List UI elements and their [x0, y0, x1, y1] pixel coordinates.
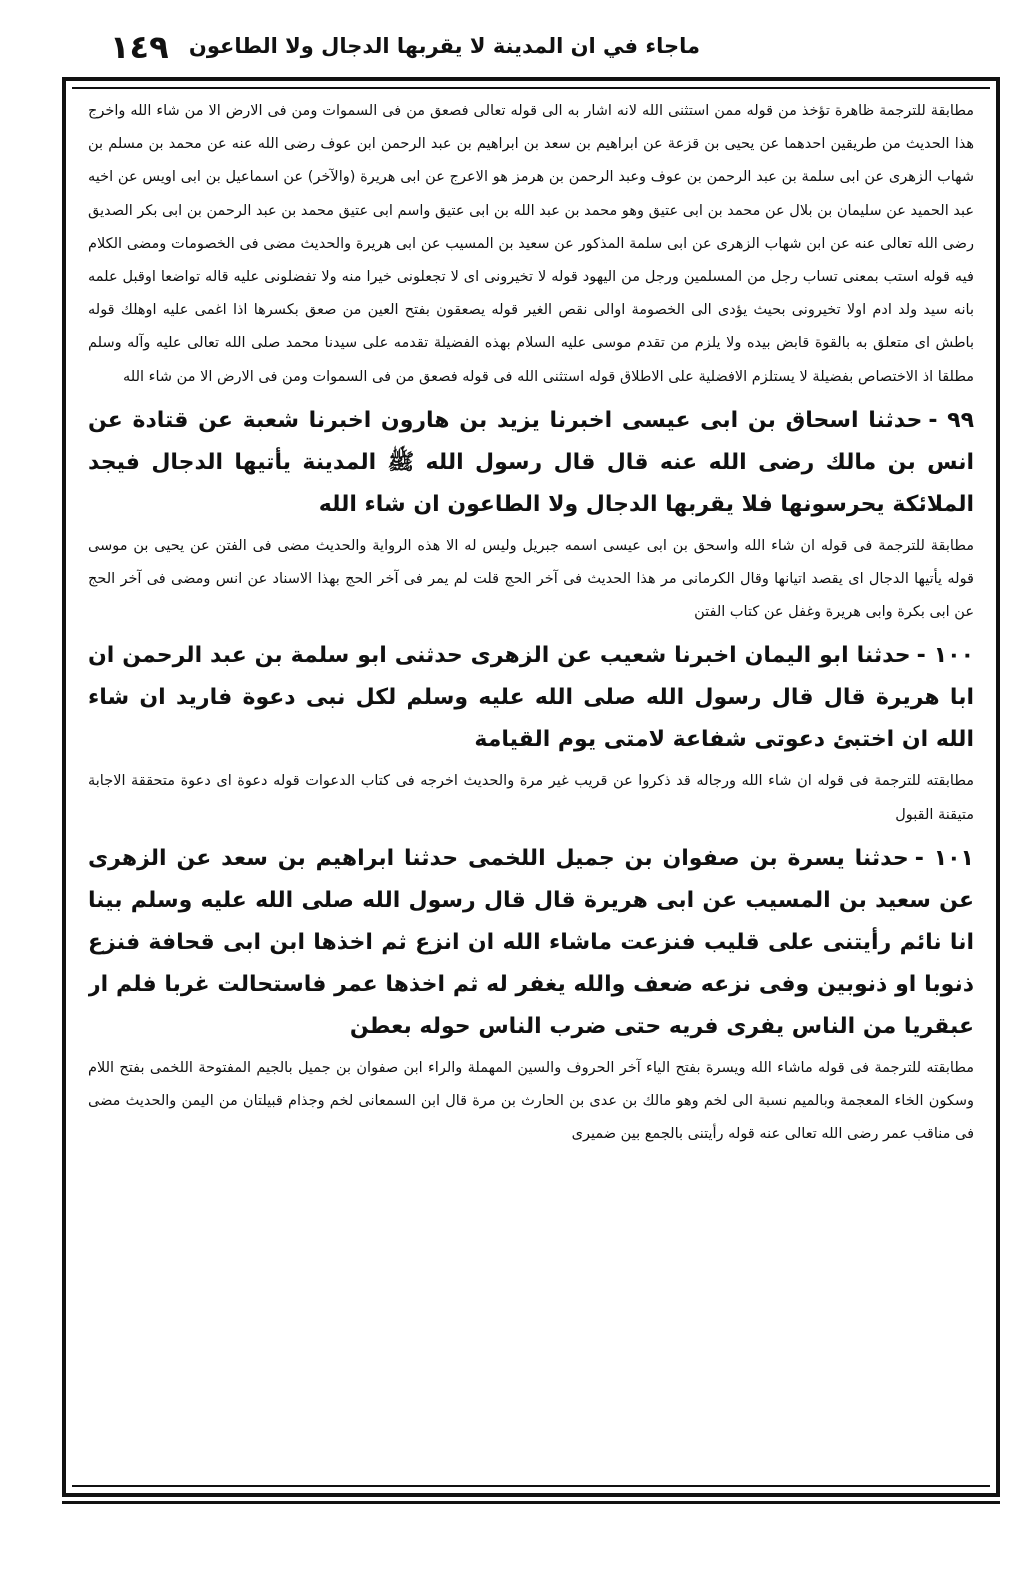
hadith-text: حدثنا يسرة بن صفوان بن جميل اللخمى حدثنا ابراهيم بن سعد عن الزهرى عن سعيد بن المسيب عن ابى هريرة قال قال رسول الله صلى الله عليه وسلم بينا انا نائم رأيتنى على قليب فنزعت ماشاء الله ان انزع ثم اخذها ابن ابى قحافة فنزع ذنوبا او ذنوبين وفى نزعه ضعف والله يغفر له ثم اخذها عمر فاستحالت غربا فلم ار عبقريا من الناس يفرى فريه حتى ضرب الناس حوله بعطن	[88, 845, 974, 1039]
hadith-text: حدثنا اسحاق بن ابى عيسى اخبرنا يزيد بن هارون اخبرنا شعبة عن قتادة عن انس بن مالك رضى الله عنه قال قال رسول الله ﷺ المدينة يأتيها الدجال فيجد الملائكة يحرسونها فلا يقربها الدجال ولا الطاعون ان شاء الله	[88, 407, 974, 517]
hadith-paragraph	[88, 400, 974, 526]
hadith-paragraph	[88, 838, 974, 1048]
page-body	[88, 95, 974, 1473]
hadith-number: ٩٩ -	[928, 407, 974, 433]
hadith-paragraph	[88, 635, 974, 761]
text-frame	[62, 77, 1000, 1497]
hadith-text: حدثنا ابو اليمان اخبرنا شعيب عن الزهرى حدثنى ابو سلمة بن عبد الرحمن ان ابا هريرة قال قال رسول الله صلى الله عليه وسلم لكل نبى دعوة فاريد ان شاء الله ان اختبئ دعوتى شفاعة لامتى يوم القيامة	[88, 643, 974, 753]
page-header	[60, 28, 700, 76]
page-number: ١٤٩	[110, 28, 169, 66]
commentary-paragraph: مطابقة للترجمة فى قوله ان شاء الله واسحق بن ابى عيسى اسمه جبريل وليس له الا هذه الرواية والحديث مضى فى الفتن عن يحيى بن موسى قوله يأتيها الدجال اى يقصد اتيانها وقال الكرمانى مر هذا الحديث فى آخر الحج قلت لم يمر فى آخر الحج بهذا الاسناد عن انس ومضى فى آخر الحج عن ابى بكرة وابى هريرة وغفل عن كتاب الفتن	[88, 537, 974, 621]
commentary-paragraph: مطابقته للترجمة فى قوله ماشاء الله ويسرة بفتح الياء آخر الحروف والسين المهملة والراء ابن صفوان بن جميل بالجيم المفتوحة اللخمى بفتح اللام وسكون الخاء المعجمة وبالميم نسبة الى لخم وهو مالك بن عدى بن الحارث بن مرة قال ابن السمعانى لخم وجذام قبيلتان من اليمن والحديث مضى فى مناقب عمر رضى الله تعالى عنه قوله رأيتنى بالجمع بين ضميرى	[88, 1059, 974, 1143]
commentary-paragraph: مطابقة للترجمة ظاهرة تؤخذ من قوله ممن استثنى الله لانه اشار به الى قوله تعالى فصعق من فى السموات ومن فى الارض الا من شاء الله واخرج هذا الحديث من طريقين احدهما عن يحيى بن قزعة عن ابراهيم بن سعد بن ابراهيم بن عبد الرحمن ابن عوف رضى الله عنه عن محمد بن مسلم بن شهاب الزهرى عن ابى سلمة بن عبد الرحمن بن عوف وعبد الرحمن بن هرمز هو الاعرج عن ابى هريرة (والآخر) عن اسماعيل بن ابى اويس عن اخيه عبد الحميد عن سليمان بن بلال عن محمد بن ابى عتيق وهو محمد بن عبد الله بن ابى عتيق واسم ابى عتيق محمد بن عبد الرحمن بن ابى بكر الصديق رضى الله تعالى عنه عن ابن شهاب الزهرى عن ابى سلمة المذكور عن سعيد بن المسيب عن ابى هريرة والحديث مضى فى الخصومات ومضى الكلام فيه قوله استب بمعنى تساب رجل من المسلمين ورجل من اليهود قوله لا تخيرونى اى لا تجعلونى خيرا منه ولا تفضلونى عليه قاله تواضعا اوقبل علمه بانه سيد ولد ادم اولا تخيرونى بحيث يؤدى الى الخصومة اوالى نقص الغير قوله يصعقون بفتح العين من صعق بكسرها اذا اغمى عليه اوهلك قوله باطش اى متعلق به بالقوة قابض بيده ولا يلزم من تقدم موسى عليه السلام بهذه الفضيلة تقدمه على سيدنا محمد صلى الله تعالى عليه وآله وسلم مطلقا اذ الاختصاص بفضيلة لا يستلزم الافضلية على الاطلاق قوله استثنى الله فى قوله فصعق من فى السموات ومن فى الارض الا من شاء الله	[88, 103, 974, 385]
hadith-number: ١٠١ -	[914, 845, 974, 871]
running-title: ماجاء في ان المدينة لا يقربها الدجال ولا الطاعون	[188, 34, 700, 58]
commentary-paragraph: مطابقته للترجمة فى قوله ان شاء الله ورجاله قد ذكروا عن قريب غير مرة والحديث اخرجه فى كتاب الدعوات قوله دعوة اى دعوة متحققة الاجابة متيقنة القبول	[88, 773, 974, 823]
hadith-number: ١٠٠ -	[916, 643, 974, 669]
bottom-rule	[62, 1501, 1000, 1504]
